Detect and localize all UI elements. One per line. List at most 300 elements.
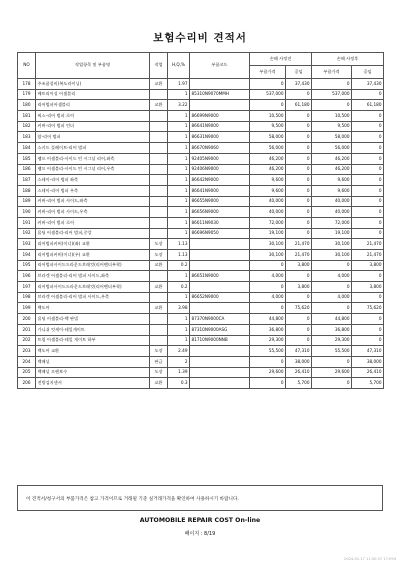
header-before-group: 손해 사정전 [250,53,312,66]
table-row [18,175,384,186]
header-labor-after: 공임 [352,66,384,79]
row-item-name: 주조품설비(복도라이닝) [36,79,150,90]
row-parts-price-before: 0 [250,100,286,111]
row-parts-price-after: 10,500 [312,111,352,122]
row-labor-before: 0 [286,271,312,282]
row-work-type [150,292,168,303]
table-row [18,271,384,282]
row-no: 195 [18,260,36,271]
row-work-type: 교환 [150,260,168,271]
table-row [18,89,384,100]
row-part-code: 86651N9000 [190,271,250,282]
row-part-code: 86641N9000 [190,121,250,132]
row-hq: 1 [168,196,190,207]
row-part-code [190,79,250,90]
row-part-code [190,346,250,357]
table-row [18,314,384,325]
row-part-code: 86631N9000 [190,132,250,143]
row-labor-after: 21,470 [352,250,384,261]
row-labor-before: 0 [286,228,312,239]
row-work-type [150,143,168,154]
row-item-name: 리어범퍼사이드드라운드브래킷(리어펜더부착) [36,260,150,271]
row-hq: 0.2 [168,282,190,293]
row-parts-price-before: 29,300 [250,335,286,346]
row-part-code [190,260,250,271]
row-parts-price-before: 44,800 [250,314,286,325]
header-code: 부품코드 [190,53,250,79]
row-hq: 1 [168,111,190,122]
row-work-type [150,121,168,132]
row-labor-before: 0 [286,111,312,122]
row-labor-before: 0 [286,143,312,154]
row-item-name: 리어범퍼어셈블리 [36,100,150,111]
table-row [18,292,384,303]
table-row [18,164,384,175]
row-labor-after: 0 [352,228,384,239]
row-labor-before: 0 [286,335,312,346]
row-no: 187 [18,175,36,186]
row-part-code: 86670N9060 [190,143,250,154]
row-part-code: 92406N9000 [190,164,250,175]
table-row [18,132,384,143]
table-row [18,111,384,122]
row-parts-price-before: 537,000 [250,89,286,100]
header-item: 작업항목 및 부품명 [36,53,150,79]
row-work-type: 교환 [150,79,168,90]
row-labor-after: 0 [352,132,384,143]
row-labor-before: 0 [286,324,312,335]
row-no: 189 [18,196,36,207]
row-no: 197 [18,282,36,293]
table-row [18,335,384,346]
table-header [18,53,384,79]
row-parts-price-after: 56,000 [312,143,352,154]
price-notice: 이 견적서/청구서의 부품가격은 참고 가격이므로 거래될 기준 실거래가격을 확인하여 사용하시기 바랍니다. [17,485,383,511]
row-item-name: 램프 어셈블리-사이드 턴 시그널 리어,좌측 [36,153,150,164]
row-part-code [190,303,250,314]
row-item-name: 스테이-리어 범퍼 좌측 [36,175,150,186]
row-no: 206 [18,378,36,389]
row-labor-after: 0 [352,89,384,100]
row-no: 179 [18,89,36,100]
row-parts-price-before: 0 [250,356,286,367]
row-labor-before: 0 [286,164,312,175]
row-labor-before: 0 [286,314,312,325]
row-item-name: 배트리이싱 어셈블리 [36,89,150,100]
row-labor-after: 0 [352,335,384,346]
row-labor-after: 0 [352,164,384,175]
row-part-code: 86641N9000 [190,185,250,196]
row-hq: 1 [168,132,190,143]
table-row [18,217,384,228]
row-part-code [190,378,250,389]
row-work-type: 교환 [150,378,168,389]
row-parts-price-after: 0 [312,260,352,271]
row-item-name: 브라켓 어셈블리-리어 범퍼 사이드,좌측 [36,271,150,282]
table-row [18,196,384,207]
row-labor-before: 61,180 [286,100,312,111]
row-labor-before: 0 [286,153,312,164]
row-hq: 1.39 [168,367,190,378]
row-labor-after: 0 [352,175,384,186]
row-labor-before: 26,410 [286,367,312,378]
row-hq: 1 [168,175,190,186]
row-labor-before: 21,470 [286,239,312,250]
row-hq: 1 [168,207,190,218]
row-labor-before: 0 [286,89,312,100]
row-hq: 3.98 [168,303,190,314]
row-hq: 1 [168,217,190,228]
row-parts-price-after: 0 [312,79,352,90]
row-no: 203 [18,346,36,357]
row-part-code: 86696N9050 [190,228,250,239]
row-parts-price-after: 46,200 [312,153,352,164]
row-labor-after: 47,310 [352,346,384,357]
row-hq: 0.2 [168,260,190,271]
header-parts-price-before: 부품가격 [250,66,286,79]
row-labor-after: 0 [352,121,384,132]
row-work-type [150,314,168,325]
footer-title: AUTOMOBILE REPAIR COST On-line [139,517,261,524]
row-part-code: 87370N9000CA [190,314,250,325]
row-labor-after: 0 [352,196,384,207]
row-parts-price-before: 9,600 [250,185,286,196]
row-labor-after: 0 [352,143,384,154]
table-row [18,100,384,111]
row-parts-price-before: 30,100 [250,250,286,261]
row-item-name: 브라켓 어셈블리-리어 범퍼 사이드,우측 [36,292,150,303]
row-part-code: 81710N9000NNB [190,335,250,346]
row-work-type [150,111,168,122]
row-parts-price-before: 40,000 [250,196,286,207]
row-labor-before: 21,470 [286,250,312,261]
row-item-name: 암-리어 범퍼 [36,132,150,143]
row-work-type [150,89,168,100]
row-parts-price-before: 0 [250,79,286,90]
row-hq: 1 [168,292,190,303]
row-labor-after: 21,470 [352,239,384,250]
row-hq: 1 [168,228,190,239]
row-labor-before: 47,310 [286,346,312,357]
row-no: 184 [18,143,36,154]
table-row [18,121,384,132]
row-part-code: 86642N9000 [190,175,250,186]
row-item-name: 백도어 [36,303,150,314]
document-title: 보험수리비 견적서 [153,32,247,44]
table-row [18,185,384,196]
row-hq: 1 [168,324,190,335]
row-no: 185 [18,153,36,164]
row-item-name: 램프 어셈블리-사이드 턴 시그널 리어,우측 [36,164,150,175]
row-parts-price-before: 0 [250,378,286,389]
row-no: 188 [18,185,36,196]
row-labor-after: 0 [352,271,384,282]
row-labor-after: 5,700 [352,378,384,389]
row-parts-price-before: 4,000 [250,292,286,303]
row-parts-price-after: 40,000 [312,196,352,207]
row-parts-price-before: 40,000 [250,207,286,218]
row-part-code [190,356,250,367]
row-item-name: 전방검지센서 [36,378,150,389]
row-parts-price-after: 0 [312,378,352,389]
header-hq: H,Q,% [168,53,190,79]
row-labor-before: 0 [286,132,312,143]
row-labor-after: 38,000 [352,356,384,367]
row-labor-after: 37,430 [352,79,384,90]
row-part-code [190,239,250,250]
row-item-name: 스키드 플레이트-리어 범퍼 [36,143,150,154]
row-hq: 1 [168,185,190,196]
row-item-name: 몰딩 어셈블리-백 판넬 [36,314,150,325]
row-hq: 0.3 [168,378,190,389]
row-hq: 3.22 [168,100,190,111]
row-labor-after: 0 [352,324,384,335]
table-row [18,378,384,389]
row-work-type [150,185,168,196]
row-work-type [150,217,168,228]
row-item-name: 리어범퍼커버(이너)(우) 교환 [36,250,150,261]
row-part-code: 85310N9070MMH [190,89,250,100]
row-work-type [150,153,168,164]
row-part-code [190,250,250,261]
row-parts-price-after: 19,100 [312,228,352,239]
row-labor-after: 0 [352,217,384,228]
row-parts-price-after: 9,600 [312,175,352,186]
row-parts-price-after: 58,000 [312,132,352,143]
row-hq: 1 [168,143,190,154]
table-row [18,260,384,271]
row-parts-price-before: 0 [250,303,286,314]
table-row [18,346,384,357]
row-part-code: 86656N9000 [190,207,250,218]
table-row [18,207,384,218]
row-parts-price-after: 55,500 [312,346,352,357]
row-work-type [150,271,168,282]
table-row [18,239,384,250]
row-no: 199 [18,303,36,314]
row-parts-price-before: 55,500 [250,346,286,357]
row-work-type [150,335,168,346]
row-no: 194 [18,250,36,261]
row-parts-price-before: 58,000 [250,132,286,143]
row-no: 192 [18,228,36,239]
row-parts-price-before: 0 [250,260,286,271]
row-item-name: 가니쉬 엇세이-테일게이트 [36,324,150,335]
row-item-name: 백패널 프랜보수 [36,367,150,378]
table-row [18,282,384,293]
row-hq: 1 [168,164,190,175]
row-no: 180 [18,100,36,111]
print-timestamp: 2024-01-17 11:50:37 17:094 [344,557,396,561]
row-no: 183 [18,132,36,143]
row-parts-price-before: 4,000 [250,271,286,282]
row-item-name: 리어범퍼커버(이너)(좌) 교환 [36,239,150,250]
row-labor-after: 0 [352,153,384,164]
header-no: NO [18,53,36,79]
table-row [18,367,384,378]
row-labor-after: 61,180 [352,100,384,111]
row-no: 193 [18,239,36,250]
row-parts-price-after: 0 [312,100,352,111]
row-labor-after: 3,800 [352,282,384,293]
row-parts-price-after: 29,600 [312,367,352,378]
row-parts-price-after: 44,800 [312,314,352,325]
row-parts-price-after: 537,000 [312,89,352,100]
row-labor-after: 75,620 [352,303,384,314]
row-parts-price-before: 0 [250,282,286,293]
row-item-name: 커버-리어 범퍼 로어 [36,217,150,228]
row-work-type [150,132,168,143]
row-part-code [190,100,250,111]
row-hq: 1 [168,271,190,282]
row-hq: 1.13 [168,250,190,261]
row-parts-price-after: 29,300 [312,335,352,346]
row-hq: 1.13 [168,239,190,250]
row-work-type: 판금 [150,356,168,367]
row-labor-after: 0 [352,207,384,218]
row-part-code: 92405N9000 [190,153,250,164]
row-no: 198 [18,292,36,303]
row-work-type [150,164,168,175]
row-parts-price-after: 9,600 [312,185,352,196]
row-work-type: 도장 [150,239,168,250]
row-no: 205 [18,367,36,378]
row-parts-price-before: 36,800 [250,324,286,335]
row-item-name: 백도어 교환 [36,346,150,357]
row-item-name: 백패널 [36,356,150,367]
row-parts-price-before: 19,100 [250,228,286,239]
header-parts-price-after: 부품가격 [312,66,352,79]
row-labor-after: 0 [352,292,384,303]
row-parts-price-before: 9,500 [250,121,286,132]
row-labor-before: 0 [286,175,312,186]
table-row [18,324,384,335]
row-parts-price-before: 10,500 [250,111,286,122]
row-part-code: 86655N9000 [190,196,250,207]
row-part-code: 86611N9030 [190,217,250,228]
row-hq: 1 [168,121,190,132]
table-row [18,250,384,261]
row-work-type: 도장 [150,346,168,357]
row-work-type: 교환 [150,282,168,293]
table-row [18,153,384,164]
row-labor-before: 0 [286,121,312,132]
row-item-name: 몰딩 어셈블리-리어 범퍼,중앙 [36,228,150,239]
row-hq: 2 [168,356,190,367]
row-labor-before: 0 [286,185,312,196]
row-labor-after: 0 [352,185,384,196]
row-work-type [150,228,168,239]
row-hq: 1 [168,314,190,325]
row-labor-before: 0 [286,292,312,303]
row-parts-price-after: 36,800 [312,324,352,335]
row-labor-before: 3,800 [286,260,312,271]
row-no: 201 [18,324,36,335]
row-parts-price-after: 40,000 [312,207,352,218]
row-parts-price-after: 9,500 [312,121,352,132]
row-labor-before: 3,800 [286,282,312,293]
table-row [18,356,384,367]
row-work-type [150,324,168,335]
row-labor-after: 0 [352,111,384,122]
row-parts-price-after: 30,100 [312,250,352,261]
row-labor-after: 3,800 [352,260,384,271]
row-no: 196 [18,271,36,282]
row-no: 182 [18,121,36,132]
row-item-name: 스테이-리어 범퍼 우측 [36,185,150,196]
row-labor-before: 5,700 [286,378,312,389]
row-no: 191 [18,217,36,228]
row-hq: 1 [168,89,190,100]
row-part-code: 87310N9000ASG [190,324,250,335]
row-parts-price-before: 72,000 [250,217,286,228]
table-row [18,143,384,154]
row-labor-after: 26,410 [352,367,384,378]
row-item-name: 커버-리어 범퍼 사이드,좌측 [36,196,150,207]
row-work-type [150,175,168,186]
row-parts-price-after: 72,000 [312,217,352,228]
page-number: 페이지 : 8/19 [184,531,216,537]
row-labor-before: 0 [286,207,312,218]
row-item-name: 트림 어셈블리-테일 게이트 하부 [36,335,150,346]
row-parts-price-before: 30,100 [250,239,286,250]
row-labor-before: 0 [286,217,312,228]
row-labor-before: 37,430 [286,79,312,90]
row-parts-price-after: 30,100 [312,239,352,250]
row-no: 202 [18,335,36,346]
row-work-type: 교환 [150,303,168,314]
row-parts-price-after: 4,000 [312,292,352,303]
table-row [18,79,384,90]
row-parts-price-after: 0 [312,303,352,314]
header-after-group: 손해 사정후 [312,53,384,66]
row-labor-before: 38,000 [286,356,312,367]
table-row [18,303,384,314]
row-parts-price-after: 46,200 [312,164,352,175]
row-part-code [190,282,250,293]
row-no: 190 [18,207,36,218]
row-parts-price-before: 29,600 [250,367,286,378]
row-parts-price-before: 56,000 [250,143,286,154]
row-no: 204 [18,356,36,367]
table-row [18,228,384,239]
row-labor-before: 0 [286,196,312,207]
row-work-type: 도장 [150,367,168,378]
row-no: 186 [18,164,36,175]
row-no: 178 [18,79,36,90]
row-labor-before: 75,620 [286,303,312,314]
row-work-type: 교환 [150,100,168,111]
row-part-code: 86652N9000 [190,292,250,303]
row-hq: 1 [168,153,190,164]
row-item-name: 커버-리어 범퍼 언더 [36,121,150,132]
row-parts-price-before: 9,600 [250,175,286,186]
row-parts-price-before: 46,200 [250,153,286,164]
row-labor-after: 0 [352,314,384,325]
row-work-type: 도장 [150,250,168,261]
estimate-table [17,52,384,389]
table-body [18,79,384,389]
row-hq: 1 [168,335,190,346]
row-item-name: 커버-리어 범퍼 사이드,우측 [36,207,150,218]
row-parts-price-after: 0 [312,356,352,367]
row-hq: 1.97 [168,79,190,90]
header-labor-before: 공임 [286,66,312,79]
row-parts-price-after: 0 [312,282,352,293]
row-no: 200 [18,314,36,325]
row-parts-price-after: 4,000 [312,271,352,282]
row-part-code [190,367,250,378]
